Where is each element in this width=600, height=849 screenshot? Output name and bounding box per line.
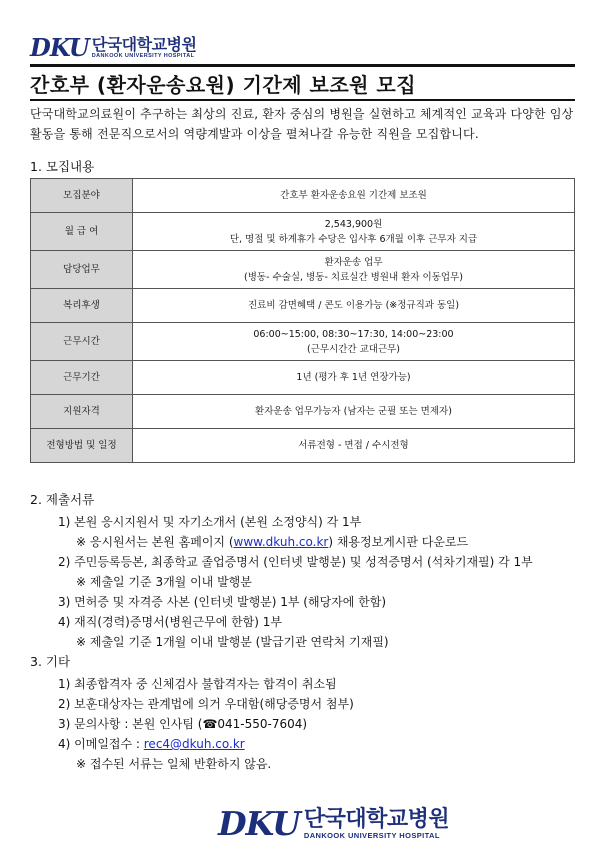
note-text: ) 채용정보게시판 다운로드 — [328, 535, 469, 549]
row-label: 월 급 여 — [31, 213, 133, 251]
email-link[interactable]: rec4@dkuh.co.kr — [143, 737, 245, 751]
logo-name-en: DANKOOK UNIVERSITY HOSPITAL — [303, 831, 440, 840]
table-row — [31, 213, 575, 251]
row-label: 근무기간 — [31, 361, 133, 395]
recruitment-table — [30, 178, 575, 463]
row-value-line: 06:00~15:00, 08:30~17:30, 14:00~23:00 — [253, 328, 454, 340]
logo-mark: DKU — [30, 33, 89, 62]
section-heading-etc: 3. 기타 — [30, 654, 71, 669]
row-value — [133, 361, 575, 395]
row-value-line: (병동- 수술실, 병동- 치료실간 병원내 환자 이동업무) — [244, 271, 463, 283]
hospital-logo-bottom — [218, 804, 450, 843]
row-value — [133, 213, 575, 251]
section-heading-documents: 2. 제출서류 — [30, 492, 95, 507]
list-item: 3) 문의사항 : 본원 인사팀 (☎041-550-7604) — [58, 717, 308, 731]
table-row — [31, 289, 575, 323]
intro-paragraph: 단국대학교의료원이 추구하는 최상의 진료, 환자 중심의 병원을 실현하고 체계적인 교육과 다양한 임상활동을 통해 전문직으로서의 역량계발과 이상을 펼쳐나갈 유능한 직원을 모집합니다. — [30, 107, 574, 141]
row-label: 전형방법 및 일정 — [31, 429, 133, 463]
row-value-line: 서류전형 - 면접 / 수시전형 — [298, 440, 409, 451]
table-row — [31, 179, 575, 213]
list-item: 3) 면허증 및 자격증 사본 (인터넷 발행분) 1부 (해당자에 한함) — [58, 595, 387, 609]
row-value — [133, 323, 575, 361]
row-value-line: 단, 명절 및 하계휴가 수당은 입사후 6개월 이후 근무자 지급 — [229, 233, 478, 245]
list-item: 2) 보훈대상자는 관계법에 의거 우대함(해당증명서 첨부) — [58, 697, 354, 711]
homepage-link[interactable]: www.dkuh.co.kr — [233, 535, 329, 549]
logo-name-ko: 단국대학교병원 — [303, 807, 450, 832]
list-note: ※ 제출일 기준 3개월 이내 발행분 — [76, 575, 252, 589]
title-bottom-rule — [30, 99, 575, 101]
note-text: ※ 응시원서는 본원 홈페이지 ( — [76, 535, 234, 549]
item-text: 4) 이메일접수 : — [58, 737, 144, 751]
row-value — [133, 289, 575, 323]
row-value — [133, 395, 575, 429]
row-value-line: 1년 (평가 후 1년 연장가능) — [296, 372, 411, 383]
list-item: 1) 최종합격자 중 신체검사 불합격자는 합격이 취소됨 — [58, 677, 337, 691]
logo-name-en: DANKOOK UNIVERSITY HOSPITAL — [91, 53, 195, 59]
row-value-line: 간호부 환자운송요원 기간제 보조원 — [280, 190, 427, 201]
list-item — [58, 735, 245, 752]
table-row — [31, 361, 575, 395]
list-note — [76, 533, 468, 550]
page-title: 간호부 (환자운송요원) 기간제 보조원 모집 — [30, 73, 417, 97]
table-row — [31, 251, 575, 289]
list-item: 1) 본원 응시지원서 및 자기소개서 (본원 소정양식) 각 1부 — [58, 515, 362, 529]
section-heading-recruitment: 1. 모집내용 — [30, 159, 95, 174]
row-value — [133, 179, 575, 213]
row-value-line: (근무시간간 교대근무) — [306, 343, 401, 355]
row-label: 근무시간 — [31, 323, 133, 361]
row-label: 모집분야 — [31, 179, 133, 213]
row-label: 담당업무 — [31, 251, 133, 289]
table-row — [31, 323, 575, 361]
list-note: ※ 접수된 서류는 일체 반환하지 않음. — [76, 757, 272, 771]
row-label: 복리후생 — [31, 289, 133, 323]
logo-mark: DKU — [218, 804, 300, 843]
table-row — [31, 395, 575, 429]
list-item: 2) 주민등록등본, 최종학교 졸업증명서 (인터넷 발행분) 및 성적증명서 (석차기재필) 각 1부 — [58, 555, 533, 569]
table-row — [31, 429, 575, 463]
row-value-line: 진료비 감면혜택 / 콘도 이용가능 (※정규직과 동일) — [247, 300, 460, 311]
hospital-logo-top — [30, 33, 197, 62]
list-note: ※ 제출일 기준 1개월 이내 발행분 (발급기관 연락처 기재필) — [76, 635, 389, 649]
row-value — [133, 251, 575, 289]
row-value-line: 환자운송 업무 — [324, 256, 383, 268]
list-item: 4) 재직(경력)증명서(병원근무에 한함) 1부 — [58, 615, 283, 629]
logo-name-ko: 단국대학교병원 — [91, 35, 197, 54]
row-value-line: 2,543,900원 — [324, 218, 383, 230]
row-value-line: 환자운송 업무가능자 (남자는 군필 또는 면제자) — [255, 406, 452, 417]
row-label: 지원자격 — [31, 395, 133, 429]
row-value — [133, 429, 575, 463]
title-top-rule — [30, 64, 575, 67]
